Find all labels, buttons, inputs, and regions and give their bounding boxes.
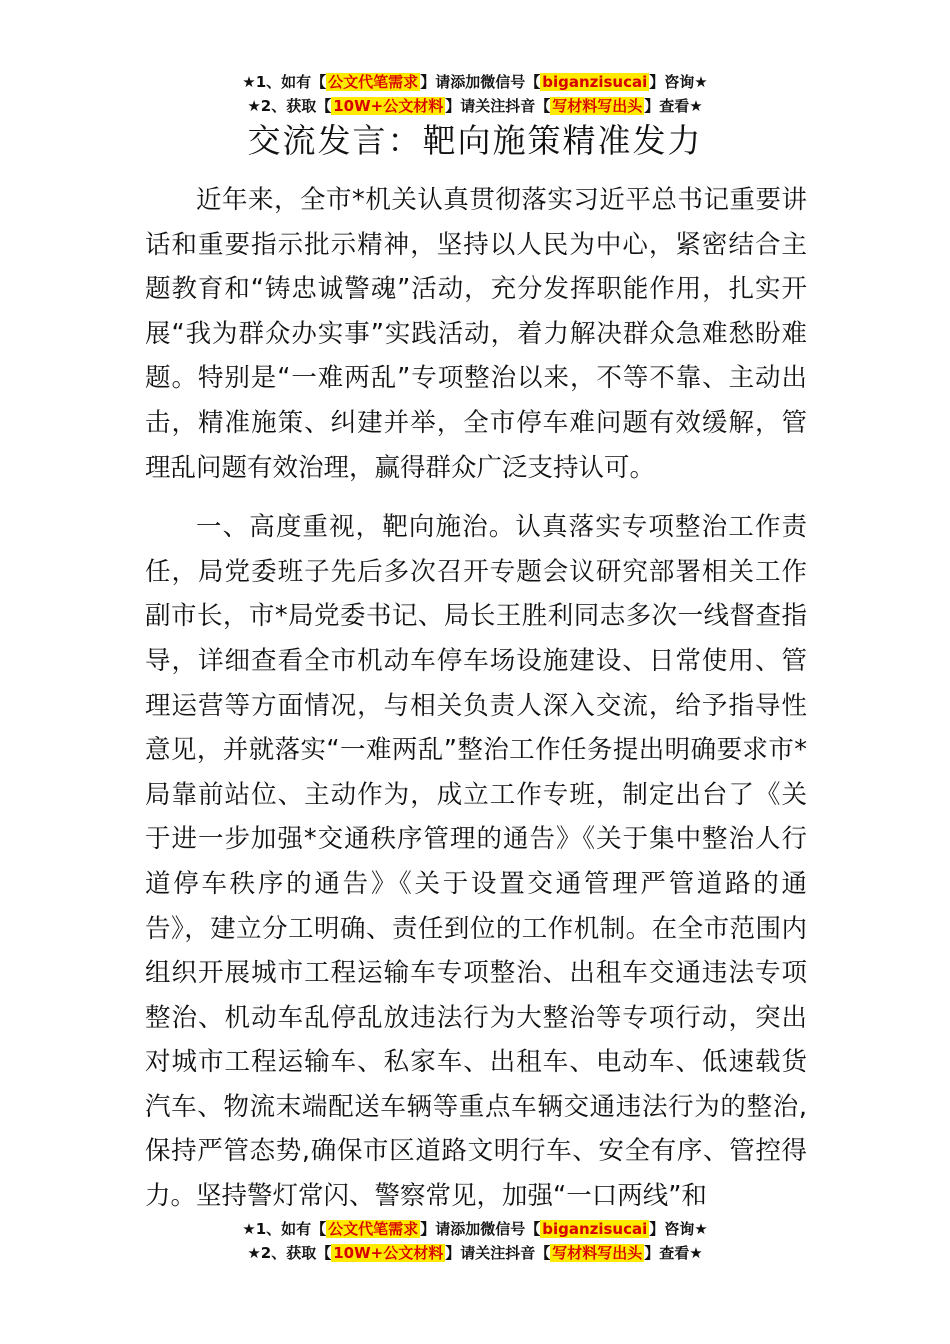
banner-text: 】请添加微信号【 <box>420 73 541 91</box>
banner-text: 】查看★ <box>644 1244 703 1262</box>
banner-line-2 <box>0 94 950 118</box>
banner-highlight: 写材料写出头 <box>552 97 643 115</box>
banner-text: ★1、如有【 <box>242 1220 327 1238</box>
banner-highlight: biganzisucai <box>542 73 648 91</box>
banner-highlight: 10W+公文材料 <box>333 1244 444 1262</box>
banner-line-1 <box>0 70 950 94</box>
paragraph-section-1: 一、高度重视，靶向施治。认真落实专项整治工作责任，局党委班子先后多次召开专题会议研究部署相关工作副市长，市*局党委书记、局长王胜利同志多次一线督查指导，详细查看全市机动车停车场设施建设、日常使用、管理运营等方面情况，与相关负责人深入交流，给予指导性意见，并就落实“一难两乱”整治工作任务提出明确要求市*局靠前站位、主动作为，成立工作专班，制定出台了《关于进一步加强*交通秩序管理的通告》《关于集中整治人行道停车秩序的通告》《关于设置交通管理严管道路的通告》，建立分工明确、责任到位的工作机制。在全市范围内组织开展城市工程运输车专项整治、出租车交通违法专项整治、机动车乱停乱放违法行为大整治等专项行动，突出对城市工程运输车、私家车、出租车、电动车、低速载货汽车、物流末端配送车辆等重点车辆交通违法行为的整治,保持严管态势,确保市区道路文明行车、安全有序、管控得力。坚持警灯常闪、警察常见，加强“一口两线”和 <box>145 512 807 1212</box>
bottom-banner <box>0 1217 950 1265</box>
document-body <box>145 178 807 1219</box>
banner-highlight: 10W+公文材料 <box>333 97 444 115</box>
banner-text: ★2、获取【 <box>247 1244 332 1262</box>
top-banner <box>0 70 950 118</box>
banner-text: 】咨询★ <box>649 1220 708 1238</box>
document-title: 交流发言：靶向施策精准发力 <box>247 121 703 160</box>
banner-text: 】请关注抖音【 <box>445 97 551 115</box>
banner-text: 】咨询★ <box>649 73 708 91</box>
banner-line-1 <box>0 1217 950 1241</box>
banner-text: ★2、获取【 <box>247 97 332 115</box>
banner-highlight: biganzisucai <box>542 1220 648 1238</box>
banner-text: ★1、如有【 <box>242 73 327 91</box>
banner-highlight: 公文代笔需求 <box>328 73 419 91</box>
banner-text: 】请添加微信号【 <box>420 1220 541 1238</box>
paragraph-intro: 近年来，全市*机关认真贯彻落实习近平总书记重要讲话和重要指示批示精神，坚持以人民为中心，紧密结合主题教育和“铸忠诚警魂”活动，充分发挥职能作用，扎实开展“我为群众办实事”实践活动，着力解决群众急难愁盼难题。特别是“一难两乱”专项整治以来，不等不靠、主动出击，精准施策、纠建并举，全市停车难问题有效缓解，管理乱问题有效治理，赢得群众广泛支持认可。 <box>145 185 807 483</box>
banner-text: 】请关注抖音【 <box>445 1244 551 1262</box>
banner-text: 】查看★ <box>644 97 703 115</box>
banner-highlight: 写材料写出头 <box>552 1244 643 1262</box>
banner-line-2 <box>0 1241 950 1265</box>
banner-highlight: 公文代笔需求 <box>328 1220 419 1238</box>
